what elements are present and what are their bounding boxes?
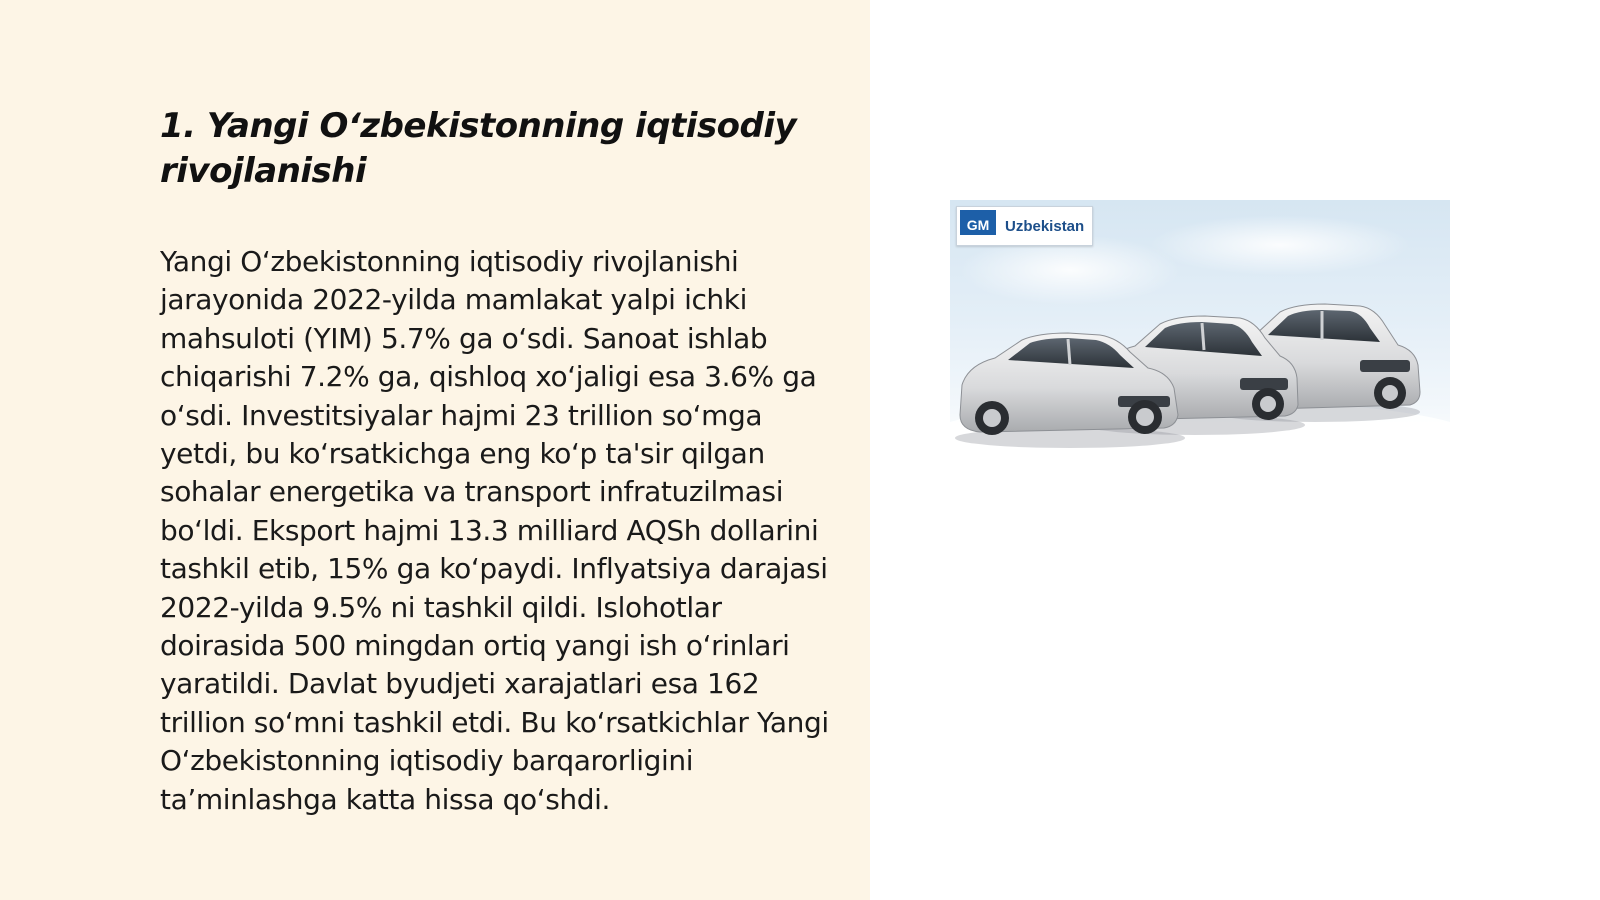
slide-body-text: Yangi O‘zbekistonning iqtisodiy rivojlanishi jarayonida 2022-yilda mamlakat yalpi ichki mahsuloti (YIM) 5.7% ga o‘sdi. Sanoat ishlab chiqarishi 7.2% ga, qishloq xo‘jaligi esa 3.6% ga o‘sdi. Investitsiyalar hajmi 23 trillion so‘mga yetdi, bu ko‘rsatkichga eng ko‘p ta'sir qilgan sohalar energetika va transport infratuzilmasi bo‘ldi. Eksport hajmi 13.3 milliard AQSh dollarini tashkil etib, 15% ga ko‘paydi. Inflyatsiya darajasi 2022-yilda 9.5% ni tashkil qildi. Islohotlar doirasida 500 mingdan ortiq yangi ish o‘rinlari yaratildi. Davlat byudjeti xarajatlari esa 162 trillion so‘mni tashkil etdi. Bu ko‘rsatkichlar Yangi O‘zbekistonning iqtisodiy barqarorligini ta’minlashga katta hissa qo‘shdi.: [160, 245, 829, 816]
brand-name: Uzbekistan: [1005, 217, 1085, 235]
slide-title: 1. Yangi O‘zbekistonning iqtisodiy rivojlanishi: [160, 106, 797, 191]
gm-logo-icon: GM: [960, 210, 996, 242]
gm-uzbekistan-cars-photo: [950, 200, 1450, 455]
gm-uzbekistan-logo: [956, 206, 1093, 246]
cloud-icon: [1150, 215, 1410, 275]
